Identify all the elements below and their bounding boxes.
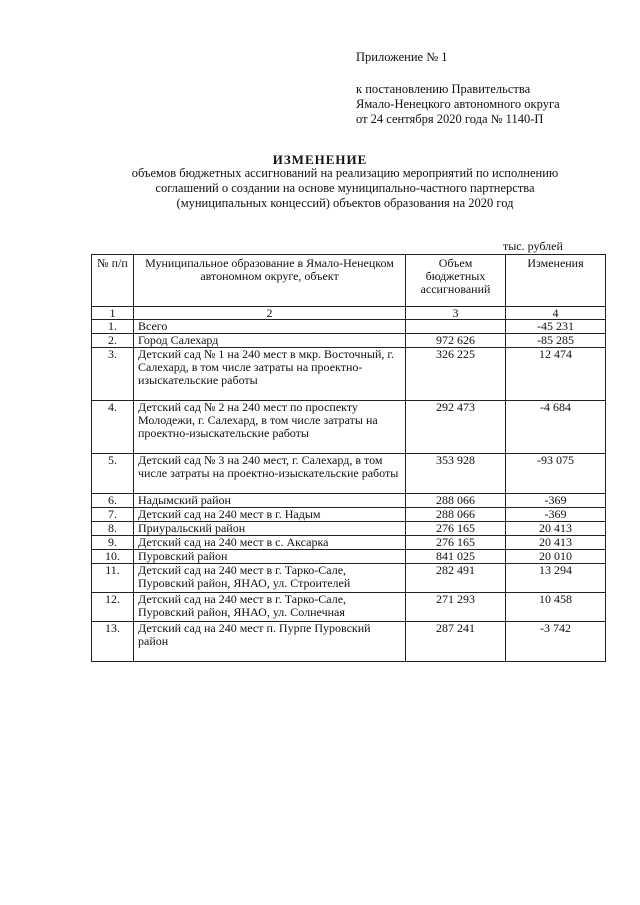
document-title: ИЗМЕНЕНИЕ [272, 152, 368, 167]
row-volume [406, 320, 506, 334]
header-change: Изменения [506, 255, 606, 307]
row-volume: 288 066 [406, 508, 506, 522]
appendix-line-3: от 24 сентября 2020 года № 1140-П [356, 112, 544, 126]
column-index: 3 [406, 307, 506, 320]
row-num: 7. [92, 508, 134, 522]
row-name: Детский сад на 240 мест в с. Аксарка [134, 536, 406, 550]
row-change: -3 742 [506, 622, 606, 662]
header-name: Муниципальное образование в Ямало-Ненецком автономном округе, объект [134, 255, 406, 307]
row-num: 6. [92, 494, 134, 508]
row-volume: 972 626 [406, 334, 506, 348]
row-name: Детский сад на 240 мест в г. Тарко-Сале, Пуровский район, ЯНАО, ул. Строителей [134, 564, 406, 593]
row-name: Детский сад № 2 на 240 мест по проспекту Молодежи, г. Салехард, в том числе затраты на проектно-изыскательские работы [134, 401, 406, 454]
row-volume: 288 066 [406, 494, 506, 508]
document-subtitle-2: соглашений о создании на основе муниципально-частного партнерства [155, 181, 535, 195]
table-row [92, 454, 606, 494]
units-label: тыс. рублей [503, 239, 563, 253]
row-num: 5. [92, 454, 134, 494]
row-name: Пуровский район [134, 550, 406, 564]
column-index: 1 [92, 307, 134, 320]
row-name: Детский сад на 240 мест в г. Надым [134, 508, 406, 522]
row-name: Детский сад № 3 на 240 мест, г. Салехард, в том числе затраты на проектно-изыскательские работы [134, 454, 406, 494]
table-row [92, 622, 606, 662]
row-volume: 326 225 [406, 348, 506, 401]
row-volume: 271 293 [406, 593, 506, 622]
row-num: 9. [92, 536, 134, 550]
row-volume: 292 473 [406, 401, 506, 454]
table-header-row [92, 255, 606, 307]
row-change: -85 285 [506, 334, 606, 348]
table-row [92, 508, 606, 522]
row-volume: 841 025 [406, 550, 506, 564]
row-num: 10. [92, 550, 134, 564]
table-row [92, 320, 606, 334]
budget-table [91, 254, 606, 662]
row-name: Надымский район [134, 494, 406, 508]
table-row [92, 401, 606, 454]
row-change: 12 474 [506, 348, 606, 401]
row-change: -45 231 [506, 320, 606, 334]
row-name: Приуральский район [134, 522, 406, 536]
appendix-line-1: к постановлению Правительства [356, 82, 531, 96]
row-volume: 287 241 [406, 622, 506, 662]
row-name: Всего [134, 320, 406, 334]
row-name: Детский сад на 240 мест п. Пурпе Пуровский район [134, 622, 406, 662]
row-num: 11. [92, 564, 134, 593]
header-num: № п/п [92, 255, 134, 307]
row-volume: 282 491 [406, 564, 506, 593]
table-row [92, 494, 606, 508]
row-name: Город Салехард [134, 334, 406, 348]
row-change: 20 010 [506, 550, 606, 564]
table-row [92, 348, 606, 401]
row-change: -369 [506, 494, 606, 508]
row-name: Детский сад на 240 мест в г. Тарко-Сале, Пуровский район, ЯНАО, ул. Солнечная [134, 593, 406, 622]
row-volume: 276 165 [406, 522, 506, 536]
row-change: 20 413 [506, 536, 606, 550]
row-volume: 276 165 [406, 536, 506, 550]
document-subtitle-1: объемов бюджетных ассигнований на реализацию мероприятий по исполнению [131, 166, 559, 180]
appendix-title: Приложение № 1 [356, 50, 448, 64]
column-index-row [92, 307, 606, 320]
row-change: 13 294 [506, 564, 606, 593]
table-row [92, 536, 606, 550]
row-change: 10 458 [506, 593, 606, 622]
row-volume: 353 928 [406, 454, 506, 494]
row-num: 1. [92, 320, 134, 334]
table-row [92, 522, 606, 536]
row-num: 2. [92, 334, 134, 348]
appendix-line-2: Ямало-Ненецкого автономного округа [356, 97, 560, 111]
header-volume: Объем бюджетных ассигнований [406, 255, 506, 307]
table-row [92, 564, 606, 593]
row-num: 4. [92, 401, 134, 454]
row-num: 3. [92, 348, 134, 401]
table-row [92, 593, 606, 622]
document-subtitle-3: (муниципальных концессий) объектов образования на 2020 год [176, 196, 514, 210]
table-row [92, 334, 606, 348]
row-change: -93 075 [506, 454, 606, 494]
column-index: 2 [134, 307, 406, 320]
row-change: -4 684 [506, 401, 606, 454]
column-index: 4 [506, 307, 606, 320]
table-row [92, 550, 606, 564]
row-name: Детский сад № 1 на 240 мест в мкр. Восточный, г. Салехард, в том числе затраты на проектно-изыскательские работы [134, 348, 406, 401]
row-change: -369 [506, 508, 606, 522]
row-change: 20 413 [506, 522, 606, 536]
row-num: 13. [92, 622, 134, 662]
row-num: 12. [92, 593, 134, 622]
row-num: 8. [92, 522, 134, 536]
